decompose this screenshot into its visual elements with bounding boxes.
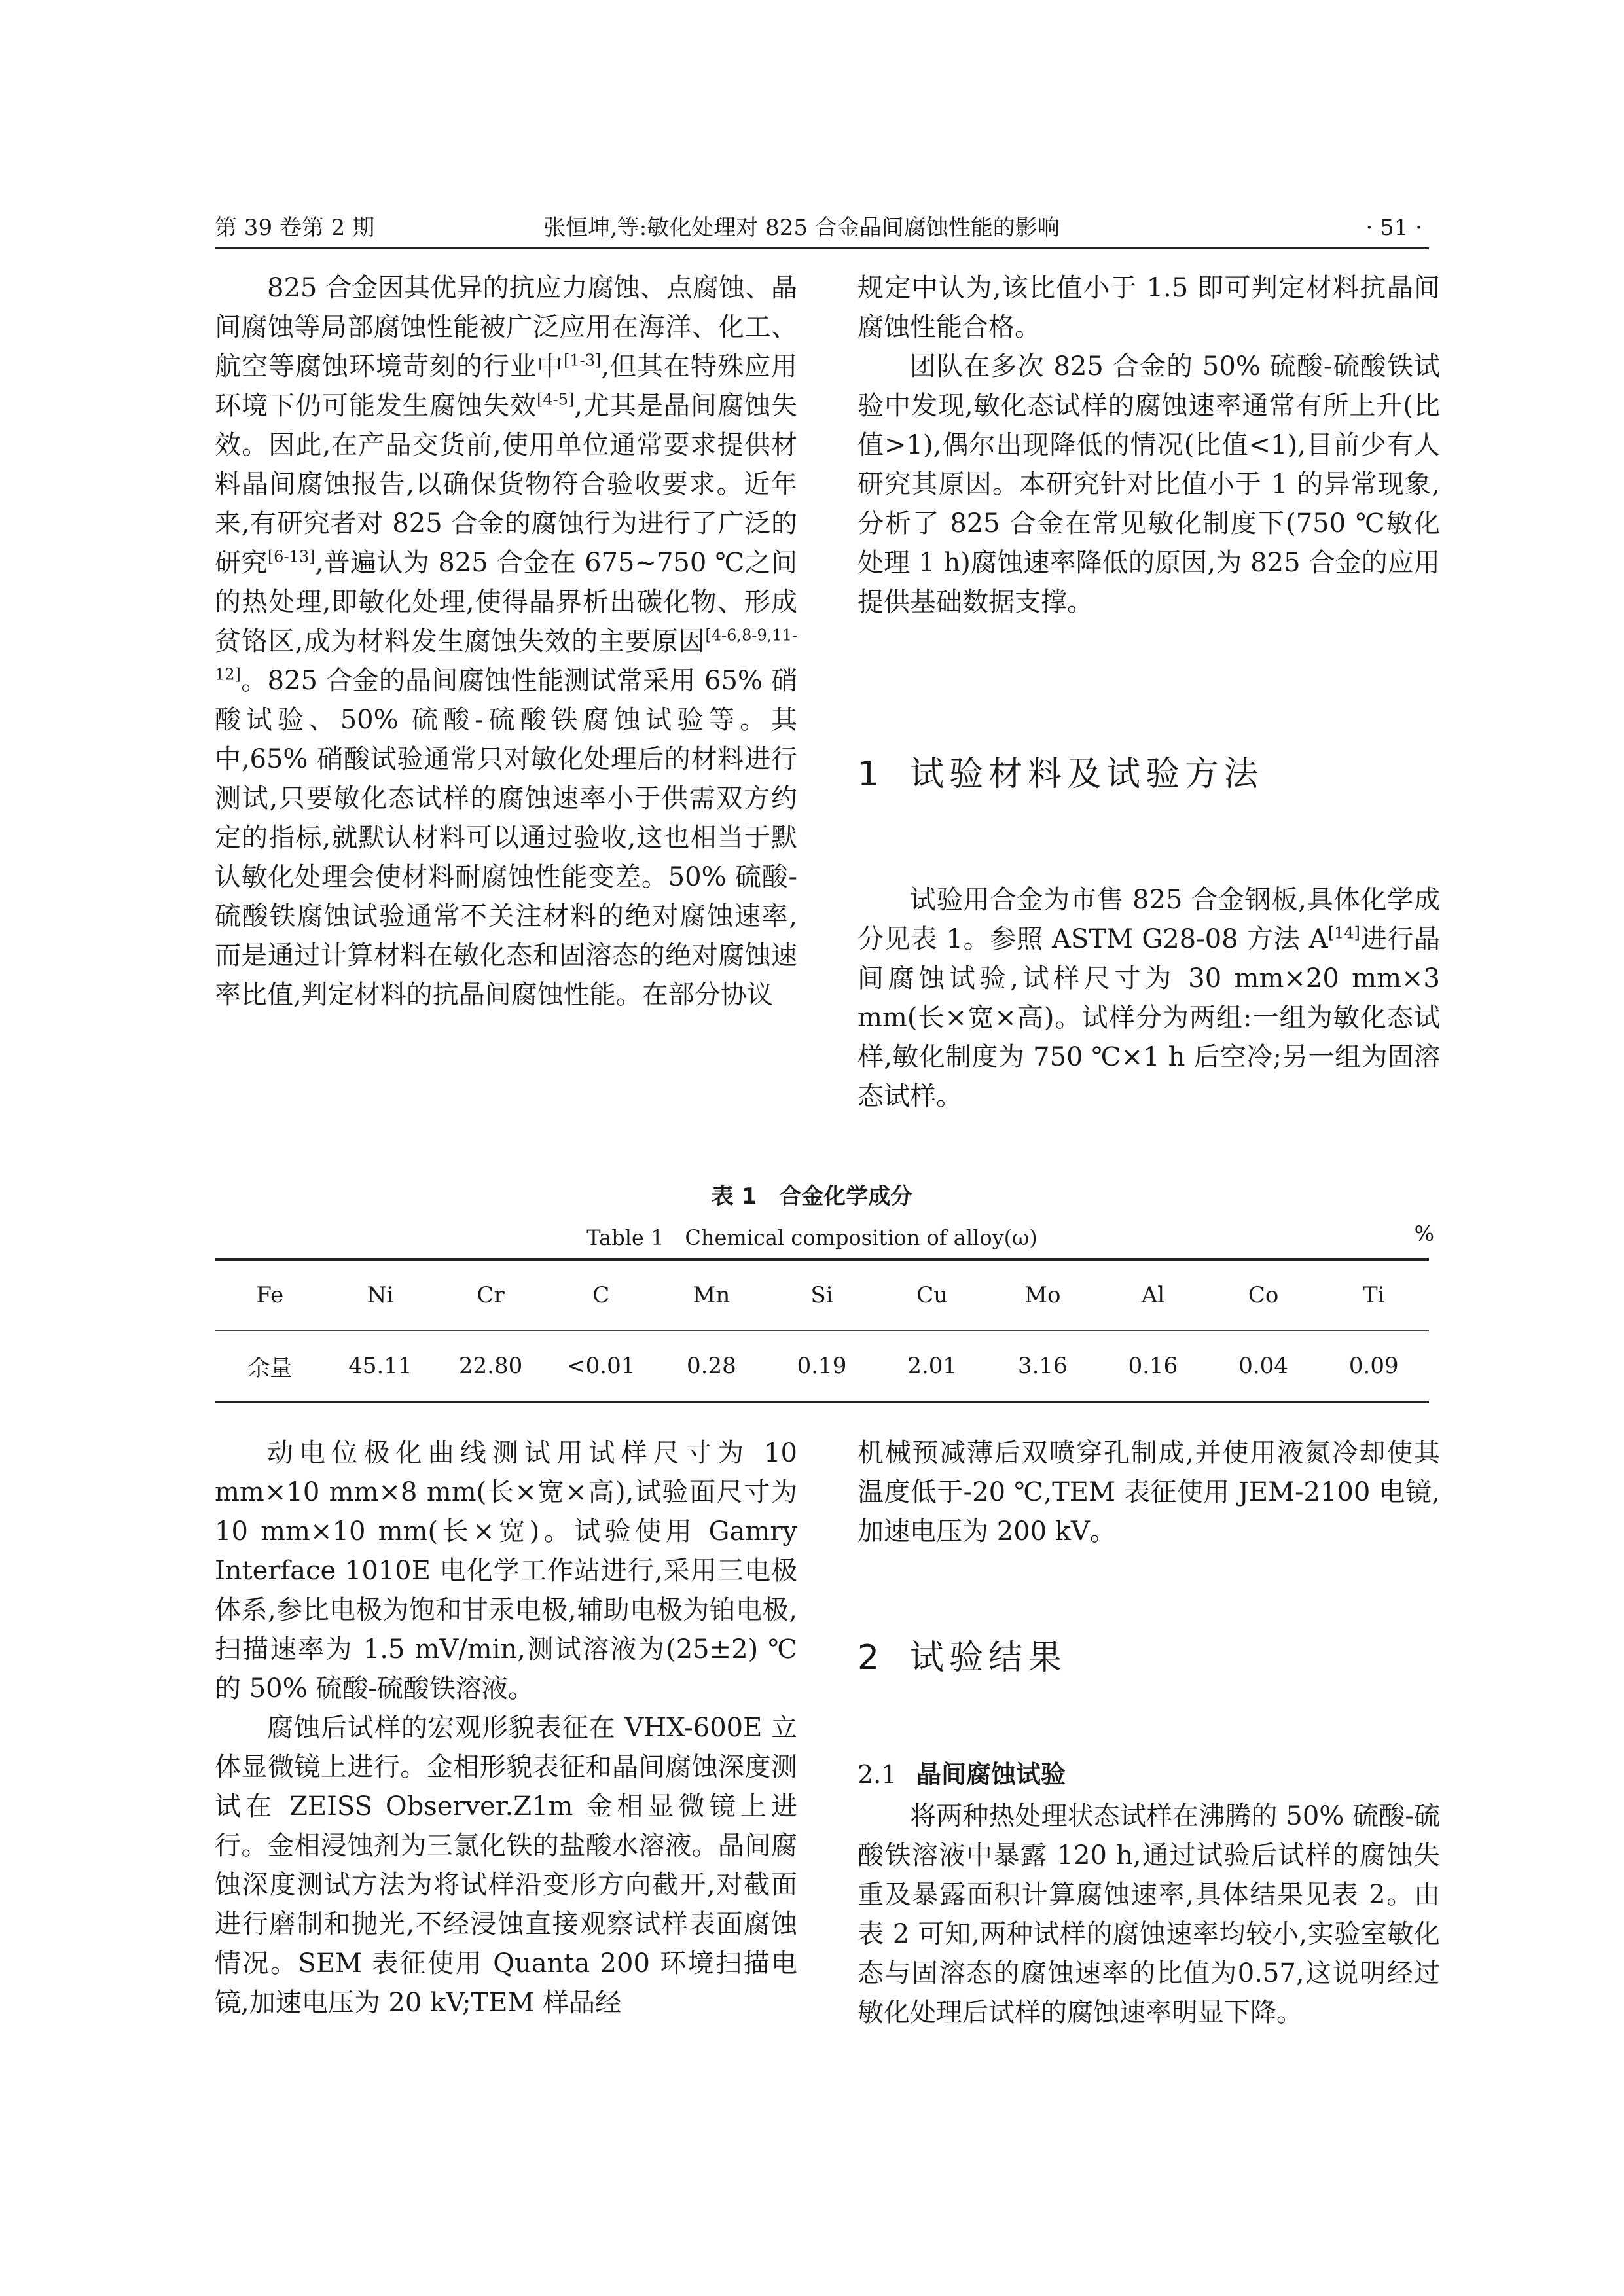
- table-cell: 45.11: [348, 1353, 412, 1379]
- table-cell: 0.28: [687, 1353, 736, 1379]
- table-cell: 0.04: [1238, 1353, 1288, 1379]
- left-column-bottom: [215, 1433, 797, 2022]
- subsection-number: 2.1: [857, 1760, 897, 1789]
- table-cell: 22.80: [458, 1353, 523, 1379]
- section-title: 试验材料及试验方法: [910, 755, 1264, 794]
- continued-paragraph: 机械预减薄后双喷穿孔制成,并使用液氮冷却使其温度低于-20 ℃,TEM 表征使用 JEM-2100 电镜,加速电压为 200 kV。: [857, 1438, 1440, 1547]
- table-header-row: [215, 1261, 1429, 1331]
- characterization-paragraph: 腐蚀后试样的宏观形貌表征在 VHX-600E 立体显微镜上进行。金相形貌表征和晶间腐蚀深度测试在 ZEISS Observer.Z1m 金相显微镜上进行。金相浸蚀剂为三氯化铁的盐酸水溶液。晶间腐蚀深度测试方法为将试样沿变形方向截开,对截面进行磨制和抛光,不经浸蚀直接观察试样表面腐蚀情况。SEM 表征使用 Quanta 200 环境扫描电镜,加速电压为 20 kV;TEM 样品经: [215, 1713, 797, 2018]
- right-column-results: [857, 1797, 1440, 2032]
- table-header-cell: Al: [1141, 1282, 1165, 1308]
- table-header-cell: Co: [1248, 1282, 1279, 1308]
- materials-text-2: 进行晶间腐蚀试验,试样尺寸为 30 mm×20 mm×3 mm(长×宽×高)。试样分为两组:一组为敏化态试样,敏化制度为 750 ℃×1 h 后空冷;另一组为固溶态试样。: [857, 924, 1441, 1111]
- running-header: [215, 213, 1429, 242]
- subsection-2-1-heading: [857, 1754, 1066, 1790]
- right-column-bottom: [857, 1433, 1440, 1551]
- table-cell: 3.16: [1017, 1353, 1068, 1379]
- running-title: 张恒坤,等:敏化处理对 825 合金晶间腐蚀性能的影响: [543, 215, 1060, 241]
- table-cell: 0.16: [1128, 1353, 1178, 1379]
- table-cell: 0.09: [1348, 1353, 1399, 1379]
- citation: [4-6,8-9,11-12]: [215, 626, 797, 684]
- intro-paragraph: [215, 268, 797, 1014]
- citation: [4-5]: [536, 390, 575, 409]
- composition-table: [215, 1258, 1429, 1403]
- page-number: · 51 ·: [1365, 215, 1422, 241]
- continued-paragraph: 规定中认为,该比值小于 1.5 即可判定材料抗晶间腐蚀性能合格。: [857, 273, 1440, 342]
- section-title: 试验结果: [910, 1638, 1068, 1677]
- subsection-title: 晶间腐蚀试验: [916, 1760, 1066, 1789]
- intro-text-4: ,普遍认为 825 合金在 675~750 ℃之间的热处理,即敏化处理,使得晶界析出碳化物、形成贫铬区,成为材料发生腐蚀失效的主要原因: [215, 548, 797, 656]
- section-1-heading: [857, 746, 1263, 795]
- table-row: [215, 1331, 1429, 1401]
- right-column-top: [857, 268, 1440, 622]
- table-header-cell: Cu: [916, 1282, 948, 1308]
- citation: [6-13]: [267, 547, 316, 566]
- table-header-cell: Si: [810, 1282, 833, 1308]
- results-paragraph: 将两种热处理状态试样在沸腾的 50% 硫酸-硫酸铁溶液中暴露 120 h,通过试验后试样的腐蚀失重及暴露面积计算腐蚀速率,具体结果见表 2。由表 2 可知,两种试样的腐蚀速率均较小,实验室敏化态与固溶态的腐蚀速率的比值为0.57,这说明经过敏化处理后试样的腐蚀速率明显下降。: [857, 1801, 1440, 2028]
- table-cell: 0.19: [797, 1353, 847, 1379]
- intro-text-1: 825 合金因其优异的抗应力腐蚀、点腐蚀、晶间腐蚀等局部腐蚀性能被广泛应用在海洋、化工、航空等腐蚀环境苛刻的行业中: [215, 273, 797, 382]
- intro-text-2: ,但其在特殊应用环境下仍可能发生腐蚀失效: [215, 351, 798, 421]
- table-cell: 余量: [247, 1355, 293, 1382]
- table-caption-cn: 表 1 合金化学成分: [711, 1183, 913, 1210]
- polarization-paragraph: 动电位极化曲线测试用试样尺寸为 10 mm×10 mm×8 mm(长×宽×高),试验面尺寸为 10 mm×10 mm(长×宽)。试验使用 Gamry Interface 1010E 电化学工作站进行,采用三电极体系,参比电极为饱和甘汞电极,辅助电极为铂电极,扫描速率为 1.5 mV/min,测试溶液为(25±2) ℃的 50% 硫酸-硫酸铁溶液。: [215, 1438, 797, 1704]
- table-cell: 2.01: [907, 1353, 958, 1379]
- left-column-top: [215, 268, 797, 1014]
- citation: [1-3]: [563, 351, 602, 370]
- table-cell: <0.01: [567, 1353, 636, 1379]
- table-unit: %: [1414, 1221, 1434, 1246]
- right-column-materials: [857, 880, 1440, 1116]
- journal-issue: 第 39 卷第 2 期: [215, 215, 375, 241]
- table-caption-en: Table 1 Chemical composition of alloy(ω): [586, 1225, 1038, 1250]
- table-header-cell: Cr: [477, 1282, 505, 1308]
- intro-text-5: 。825 合金的晶间腐蚀性能测试常采用 65% 硝酸试验、50% 硫酸-硫酸铁腐蚀试验等。其中,65% 硝酸试验通常只对敏化处理后的材料进行测试,只要敏化态试样的腐蚀速率小于供需双方约定的指标,就默认材料可以通过验收,这也相当于默认敏化处理会使材料耐腐蚀性能变差。50% 硫酸-硫酸铁腐蚀试验通常不关注材料的绝对腐蚀速率,而是通过计算材料在敏化态和固溶态的绝对腐蚀速率比值,判定材料的抗晶间腐蚀性能。在部分协议: [215, 666, 797, 1010]
- table-header-cell: Mn: [693, 1282, 731, 1308]
- table-header-cell: Ti: [1362, 1282, 1385, 1308]
- section-2-heading: [857, 1630, 1067, 1679]
- table-header-cell: Mo: [1024, 1282, 1061, 1308]
- team-paragraph: 团队在多次 825 合金的 50% 硫酸-硫酸铁试验中发现,敏化态试样的腐蚀速率通常有所上升(比值>1),偶尔出现降低的情况(比值<1),目前少有人研究其原因。本研究针对比值小于 1 的异常现象,分析了 825 合金在常见敏化制度下(750 ℃敏化处理 1 h)腐蚀速率降低的原因,为 825 合金的应用提供基础数据支撑。: [857, 351, 1440, 617]
- table-header-cell: Ni: [367, 1282, 394, 1308]
- section-number: 2: [857, 1638, 885, 1677]
- header-rule: [215, 247, 1429, 249]
- section-number: 1: [857, 755, 885, 794]
- materials-paragraph: [857, 880, 1440, 1116]
- citation: [14]: [1327, 924, 1360, 942]
- materials-text-1: 试验用合金为市售 825 合金钢板,具体化学成分见表 1。参照 ASTM G28-08 方法 A: [857, 885, 1440, 954]
- table-header-cell: Fe: [256, 1282, 284, 1308]
- table-header-cell: C: [592, 1282, 610, 1308]
- intro-text-3: ,尤其是晶间腐蚀失效。因此,在产品交货前,使用单位通常要求提供材料晶间腐蚀报告,以确保货物符合验收要求。近年来,有研究者对 825 合金的腐蚀行为进行了广泛的研究: [215, 391, 798, 578]
